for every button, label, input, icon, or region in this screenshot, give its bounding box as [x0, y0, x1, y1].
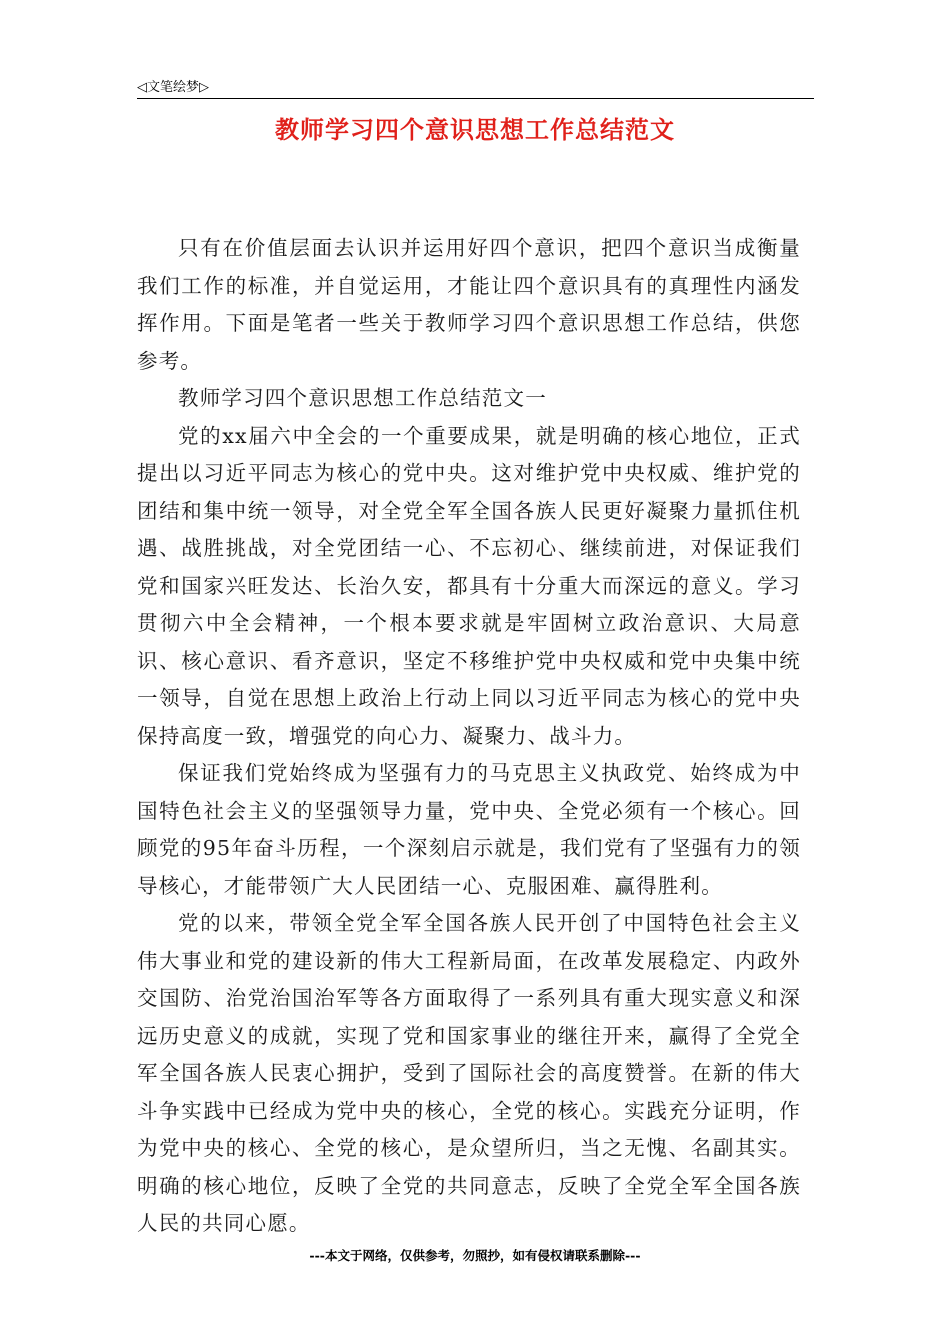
brand-label: ◁文笔绘梦▷	[137, 80, 209, 95]
paragraph: 党的以来，带领全党全军全国各族人民开创了中国特色社会主义伟大事业和党的建设新的伟大工程新局面，在改革发展稳定、内政外交国防、治党治国治军等各方面取得了一系列具有重大现实意义和深远历史意义的成就，实现了党和国家事业的继往开来，赢得了全党全军全国各族人民衷心拥护，受到了国际社会的高度赞誉。在新的伟大斗争实践中已经成为党中央的核心，全党的核心。实践充分证明，作为党中央的核心、全党的核心，是众望所归，当之无愧、名副其实。明确的核心地位，反映了全党的共同意志，反映了全党全军全国各族人民的共同心愿。	[137, 911, 801, 1235]
page-header	[137, 74, 814, 99]
paragraph: 党的xx届六中全会的一个重要成果，就是明确的核心地位，正式提出以习近平同志为核心的党中央。这对维护党中央权威、维护党的团结和集中统一领导，对全党全军全国各族人民更好凝聚力量抓住机遇、战胜挑战，对全党团结一心、不忘初心、继续前进，对保证我们党和国家兴旺发达、长治久安，都具有十分重大而深远的意义。学习贯彻六中全会精神，一个根本要求就是牢固树立政治意识、大局意识、核心意识、看齐意识，坚定不移维护党中央权威和党中央集中统一领导，自觉在思想上政治上行动上同以习近平同志为核心的党中央保持高度一致，增强党的向心力、凝聚力、战斗力。	[137, 423, 801, 748]
footer-notice: ---本文于网络，仅供参考，勿照抄，如有侵权请联系删除---	[309, 1248, 641, 1263]
section-heading: 教师学习四个意识思想工作总结范文一	[178, 386, 547, 410]
document-title: 教师学习四个意识思想工作总结范文	[275, 116, 675, 144]
paragraph: 只有在价值层面去认识并运用好四个意识，把四个意识当成衡量我们工作的标准，并自觉运用，才能让四个意识具有的真理性内涵发挥作用。下面是笔者一些关于教师学习四个意识思想工作总结，供您参考。	[137, 236, 801, 373]
document-body	[137, 230, 801, 1243]
paragraph: 保证我们党始终成为坚强有力的马克思主义执政党、始终成为中国特色社会主义的坚强领导力量，党中央、全党必须有一个核心。回顾党的95年奋斗历程，一个深刻启示就是，我们党有了坚强有力的领导核心，才能带领广大人民团结一心、克服困难、赢得胜利。	[137, 761, 801, 898]
